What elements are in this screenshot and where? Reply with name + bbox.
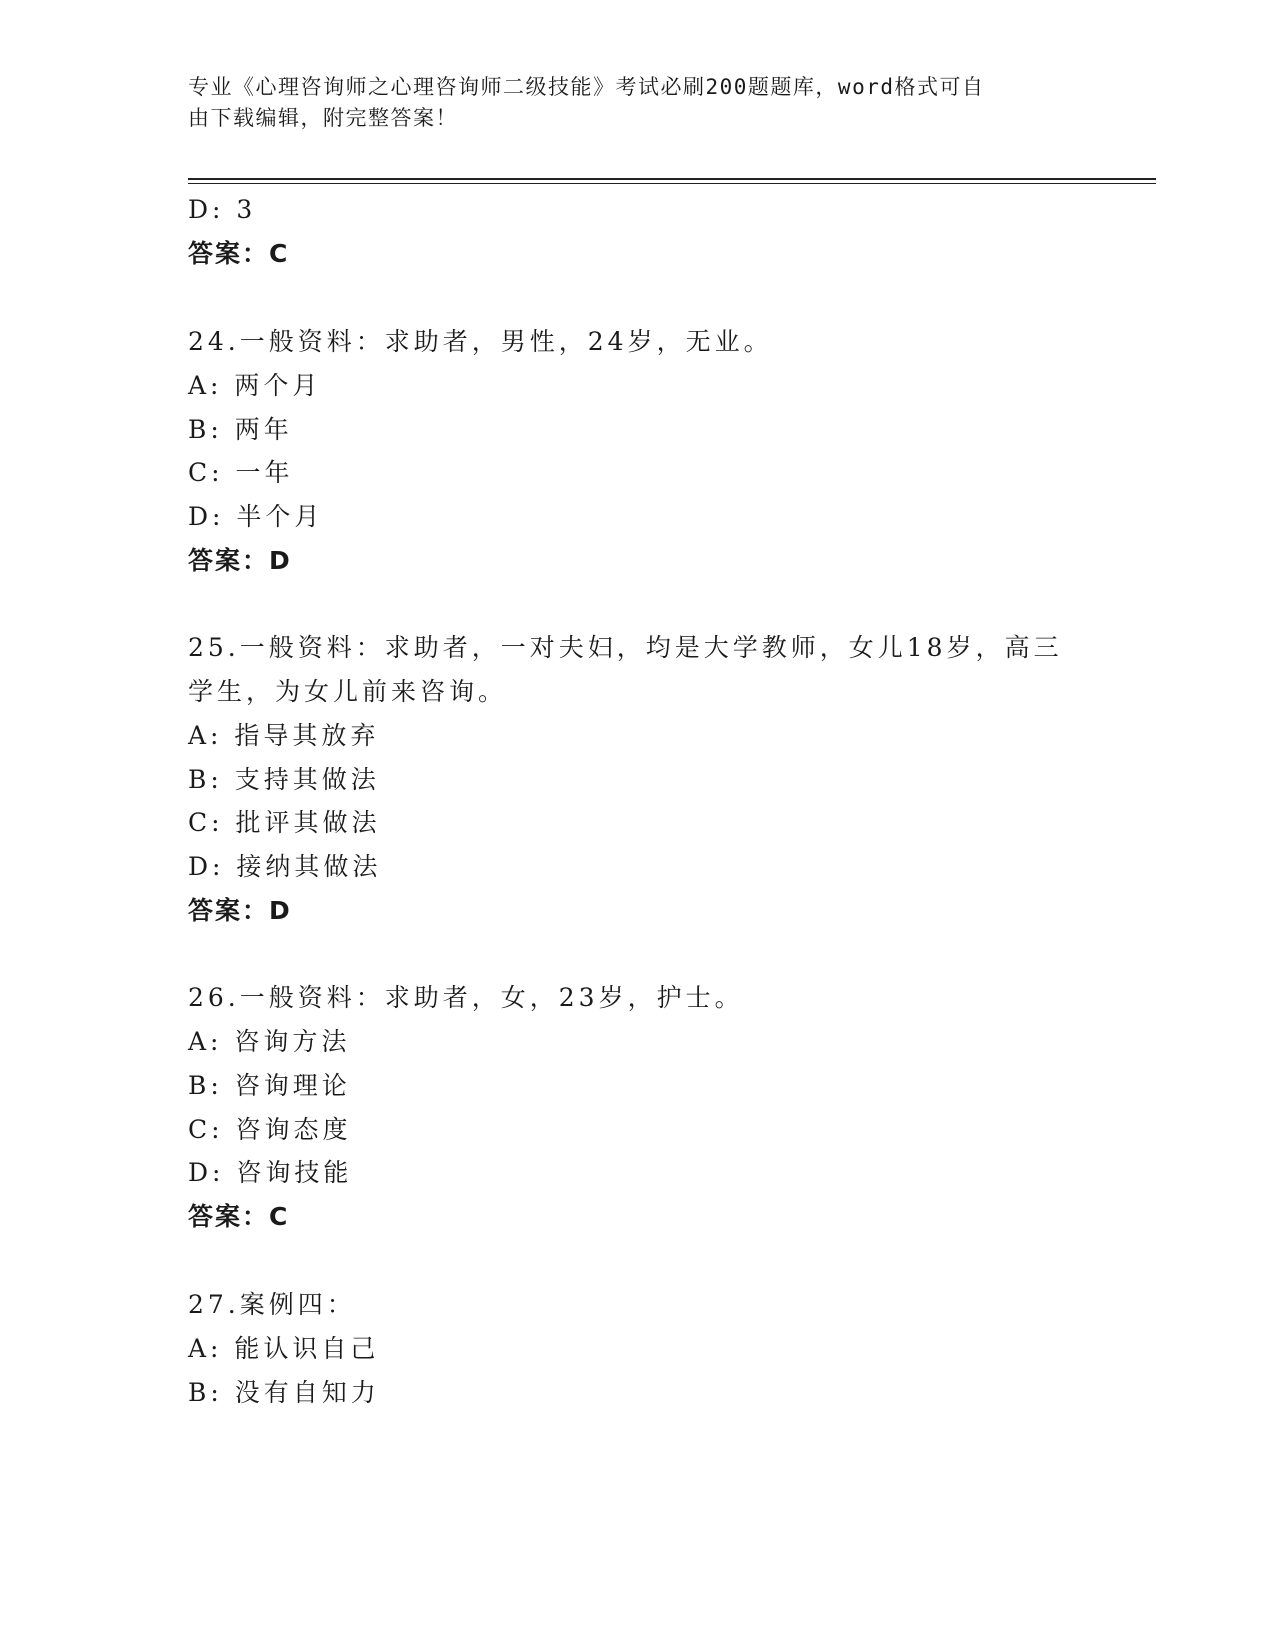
q24-stem: 24.一般资料：求助者，男性，24岁，无业。	[188, 327, 773, 356]
q25-option-b: B: 支持其做法	[188, 765, 380, 794]
q24-option-d: D: 半个月	[188, 502, 324, 531]
q26-option-d: D: 咨询技能	[188, 1158, 353, 1187]
q26-answer: 答案：C	[188, 1202, 290, 1231]
q25-stem-line-2: 学生，为女儿前来咨询。	[188, 677, 508, 706]
q25-option-c: C: 批评其做法	[188, 808, 381, 837]
q25-option-d: D: 接纳其做法	[188, 852, 382, 881]
header-line-1: 专业《心理咨询师之心理咨询师二级技能》考试必刷200题题库，word格式可自	[188, 75, 985, 99]
header-divider-thin	[188, 183, 1156, 184]
q23-answer: 答案：C	[188, 239, 290, 268]
header-divider-thick	[188, 178, 1156, 180]
q27-option-b: B: 没有自知力	[188, 1378, 380, 1407]
q25-answer: 答案：D	[188, 896, 292, 925]
q26-option-c: C: 咨询态度	[188, 1115, 352, 1144]
q24-option-b: B: 两年	[188, 415, 293, 444]
document-header	[188, 72, 1068, 134]
q26-option-b: B: 咨询理论	[188, 1071, 351, 1100]
q23-option-d: D: 3	[188, 195, 257, 224]
q24-option-a: A: 两个月	[188, 371, 322, 400]
q27-stem: 27.案例四：	[188, 1290, 356, 1319]
q26-stem: 26.一般资料：求助者，女，23岁，护士。	[188, 983, 744, 1012]
q25-stem-line-1: 25.一般资料：求助者，一对夫妇，均是大学教师，女儿18岁，高三	[188, 633, 1063, 662]
q27-option-a: A: 能认识自己	[188, 1334, 380, 1363]
q25-option-a: A: 指导其放弃	[188, 721, 380, 750]
q24-answer: 答案：D	[188, 546, 292, 575]
header-line-2: 由下载编辑，附完整答案！	[188, 106, 458, 130]
q24-option-c: C: 一年	[188, 458, 294, 487]
q26-option-a: A: 咨询方法	[188, 1027, 351, 1056]
